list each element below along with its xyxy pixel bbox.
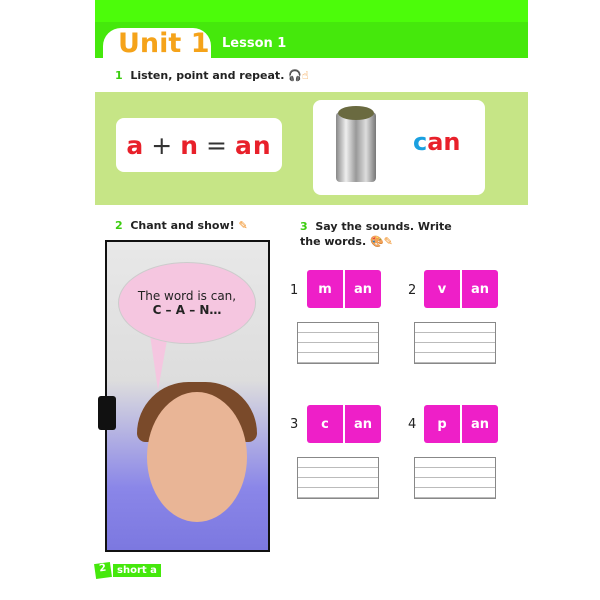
item-number: 3 (290, 417, 299, 432)
puzzle-rime: an (462, 270, 498, 308)
puzzle-2 (424, 270, 498, 308)
speech-bubble-tail (150, 335, 168, 390)
puzzle-onset: v (424, 270, 460, 308)
tin-can-image (336, 112, 376, 182)
headphones-pointing-icon: 🎧☝ (288, 69, 309, 82)
puzzle-rime: an (345, 405, 381, 443)
speech-bubble (118, 262, 256, 344)
activity1-heading (115, 69, 309, 82)
item-number: 2 (408, 283, 417, 298)
activity-instruction: Say the sounds. Write the words. (300, 220, 452, 248)
equals-sign: = (206, 130, 228, 160)
letter-n: n (180, 130, 199, 160)
bubble-line: The word is can, (137, 289, 237, 303)
puzzle-onset: c (307, 405, 343, 443)
item-number: 4 (408, 417, 417, 432)
face (147, 392, 247, 522)
unit-title: Unit 1 (118, 28, 210, 59)
footer-label: short a (113, 564, 161, 577)
puzzle-4 (424, 405, 498, 443)
bubble-line: C – A – N… (152, 303, 222, 317)
writing-lines-3[interactable] (297, 457, 379, 499)
puzzle-onset: p (424, 405, 460, 443)
item-number: 1 (290, 283, 299, 298)
word-can (413, 128, 461, 156)
activity-instruction: Chant and show! (130, 219, 235, 232)
activity-number: 1 (115, 69, 123, 82)
puzzle-3 (307, 405, 381, 443)
activity-instruction: Listen, point and repeat. (130, 69, 285, 82)
plus-sign: + (151, 130, 174, 160)
palette-pencil-icon: 🎨✎ (369, 235, 393, 248)
action-icon: ✎ (238, 219, 248, 232)
activity-number: 2 (115, 219, 123, 232)
puzzle-rime: an (462, 405, 498, 443)
activity3-heading (300, 219, 470, 249)
writing-lines-2[interactable] (414, 322, 496, 364)
tin-can-lid (338, 106, 374, 120)
black-tin-icon (98, 396, 116, 430)
letter-a: a (126, 130, 145, 160)
activity2-heading (115, 219, 248, 232)
writing-lines-1[interactable] (297, 322, 379, 364)
header-band (95, 0, 528, 22)
page-number: 2 (94, 562, 112, 579)
rime: an (427, 128, 461, 156)
result-an: an (234, 130, 272, 160)
puzzle-rime: an (345, 270, 381, 308)
lesson-label: Lesson 1 (222, 36, 287, 51)
activity-number: 3 (300, 220, 308, 233)
equation-box (116, 118, 282, 172)
writing-lines-4[interactable] (414, 457, 496, 499)
onset: c (413, 128, 428, 156)
puzzle-1 (307, 270, 381, 308)
puzzle-onset: m (307, 270, 343, 308)
